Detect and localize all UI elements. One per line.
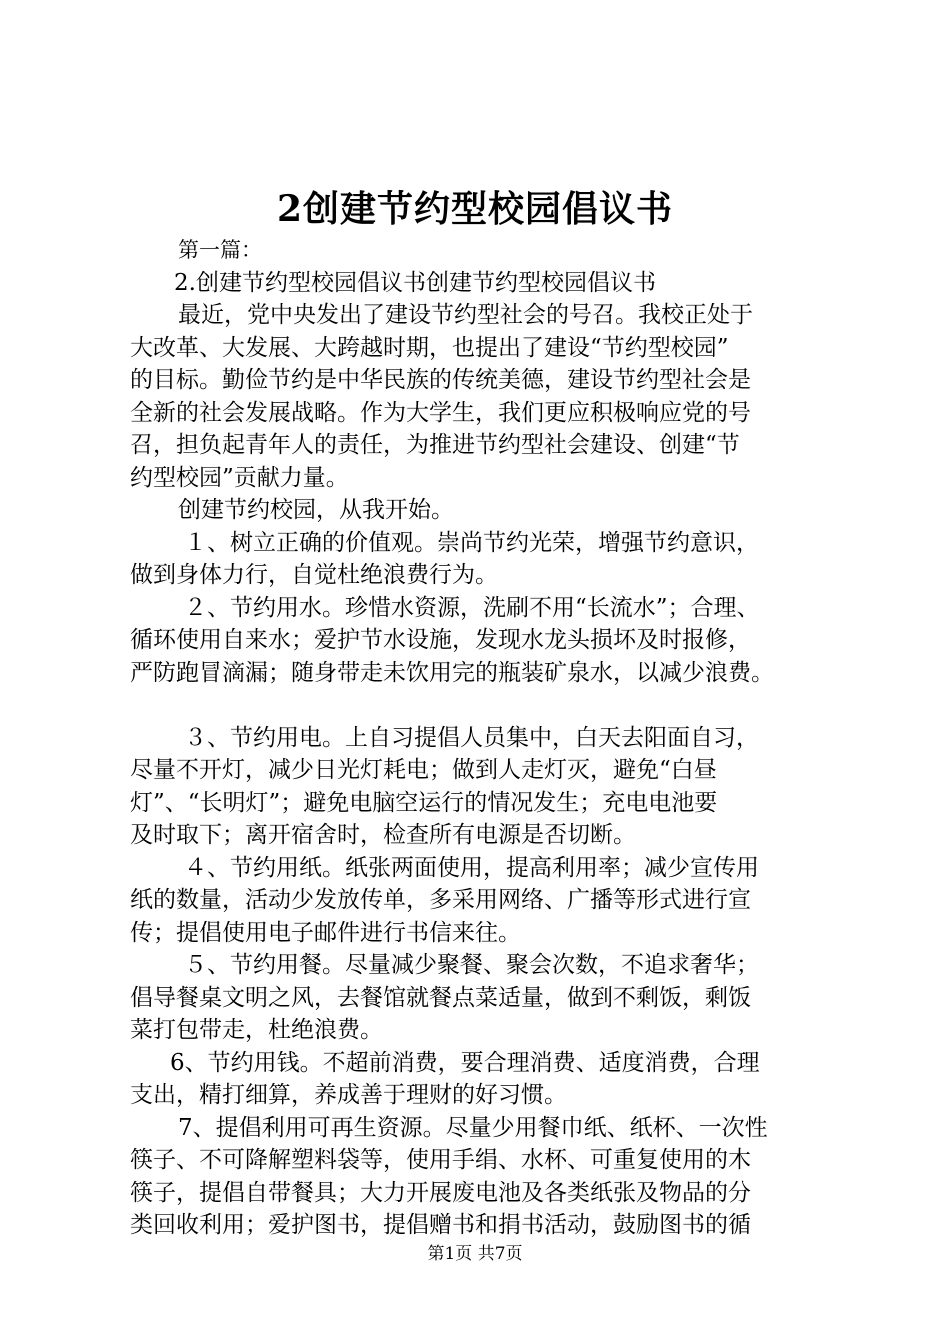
text-line: 筷子，提倡自带餐具；大力开展废电池及各类纸张及物品的分: [130, 1179, 751, 1206]
text-line: 倡导餐桌文明之风，去餐馆就餐点菜适量，做到不剩饭，剩饭: [130, 984, 751, 1011]
text-line: 纸的数量，活动少发放传单，多采用网络、广播等形式进行宣: [130, 887, 751, 913]
text-line: 及时取下；离开宿舍时，检查所有电源是否切断。: [130, 822, 636, 848]
blank-line: [130, 689, 850, 722]
document-body: [130, 234, 850, 1242]
text-line: 灯”、“长明灯”；避免电脑空运行的情况发生；充电电池要: [130, 789, 718, 816]
document-title: 2创建节约型校园倡议书: [276, 188, 674, 230]
text-line: 约型校园”贡献力量。: [130, 464, 349, 491]
text-line: 的目标。勤俭节约是中华民族的传统美德，建设节约型社会是: [130, 367, 751, 393]
text-line: ３、节约用电。上自习提倡人员集中，白天去阳面自习，: [184, 724, 759, 751]
text-line: ４、节约用纸。纸张两面使用，提高利用率；减少宣传用: [184, 854, 759, 881]
text-line: 第一篇：: [178, 238, 262, 262]
text-line: １、树立正确的价值观。崇尚节约光荣，增强节约意识，: [184, 529, 759, 556]
text-line: 2.创建节约型校园倡议书创建节约型校园倡议书: [174, 269, 656, 296]
text-line: 做到身体力行，自觉杜绝浪费行为。: [130, 562, 498, 588]
text-line: ５、节约用餐。尽量减少聚餐、聚会次数，不追求奢华；: [184, 952, 759, 978]
text-line: 尽量不开灯，减少日光灯耗电；做到人走灯灭，避免“白昼: [130, 757, 717, 783]
page-footer: 第1页 共7页: [427, 1244, 523, 1264]
text-line: 7、提倡利用可再生资源。尽量少用餐巾纸、纸杯、一次性: [178, 1114, 768, 1141]
text-line: 全新的社会发展战略。作为大学生，我们更应积极响应党的号: [130, 399, 751, 426]
text-line: 循环使用自来水；爱护节水设施，发现水龙头损坏及时报修，: [130, 627, 751, 653]
text-line: 创建节约校园，从我开始。: [178, 497, 454, 523]
text-line: 6、节约用钱。不超前消费，要合理消费、适度消费，合理: [170, 1049, 760, 1076]
text-line: 严防跑冒滴漏；随身带走未饮用完的瓶装矿泉水，以减少浪费。: [130, 659, 774, 686]
text-line: 传；提倡使用电子邮件进行书信来往。: [130, 919, 521, 946]
text-line: 大改革、大发展、大跨越时期，也提出了建设“节约型校园”: [130, 334, 729, 361]
text-line: 最近，党中央发出了建设节约型社会的号召。我校正处于: [178, 302, 753, 328]
text-line: 类回收利用；爱护图书，提倡赠书和捐书活动，鼓励图书的循: [130, 1212, 751, 1238]
text-line: 召，担负起青年人的责任，为推进节约型社会建设、创建“节: [130, 432, 740, 458]
text-line: 筷子、不可降解塑料袋等，使用手绢、水杯、可重复使用的木: [130, 1147, 751, 1173]
text-line: ２、节约用水。珍惜水资源，洗刷不用“长流水”；合理、: [184, 594, 760, 621]
text-line: 菜打包带走，杜绝浪费。: [130, 1017, 383, 1043]
text-line: 支出，精打细算，养成善于理财的好习惯。: [130, 1082, 567, 1108]
